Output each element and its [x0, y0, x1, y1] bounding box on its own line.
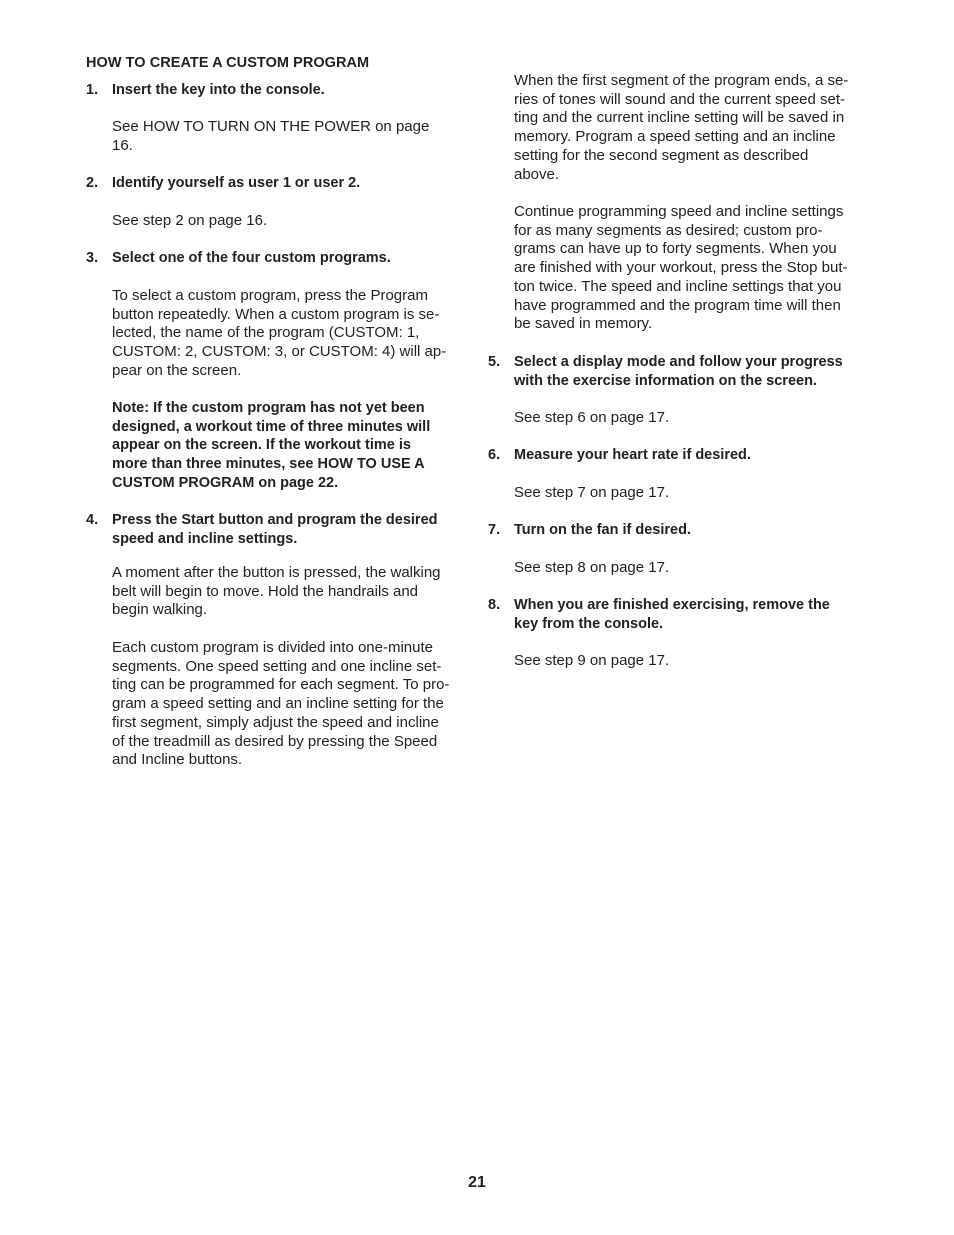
step-title-line: speed and incline settings.: [112, 531, 298, 547]
step-number: 8.: [488, 597, 501, 613]
text-line: pear on the screen.: [112, 361, 242, 379]
step-number: 5.: [488, 354, 501, 370]
step-3-heading: [86, 249, 471, 268]
step-title: Identify yourself as user 1 or user 2.: [112, 175, 361, 191]
text-line: ting and the current incline setting will be saved in: [514, 109, 845, 127]
step-title-line: key from the console.: [514, 616, 664, 632]
text-line: grams can have up to forty segments. When you: [514, 240, 837, 258]
text-line: be saved in memory.: [514, 315, 653, 333]
step-3-note: [112, 399, 430, 493]
text-line: begin walking.: [112, 601, 208, 619]
text-line: of the treadmill as desired by pressing the Speed: [112, 732, 438, 750]
page-number: 21: [468, 1174, 486, 1191]
step-title-line: Select a display mode and follow your progress: [514, 354, 843, 370]
text-line: See step 9 on page 17.: [514, 652, 670, 669]
step-1-heading: [86, 81, 471, 100]
step-number: 4.: [86, 512, 99, 528]
text-line: To select a custom program, press the Program: [112, 287, 428, 304]
text-line: for as many segments as desired; custom pro-: [514, 221, 823, 239]
text-line: belt will begin to move. Hold the handrails and: [112, 582, 419, 600]
text-line: lected, the name of the program (CUSTOM: 1,: [112, 324, 420, 342]
text-line: 16.: [112, 136, 133, 154]
text-line: Note: If the custom program has not yet been: [112, 400, 425, 416]
text-line: button repeatedly. When a custom program is se-: [112, 305, 440, 323]
step-title-line: When you are finished exercising, remove the: [514, 597, 830, 613]
step-1-paragraph: [112, 118, 429, 155]
text-line: ting can be programmed for each segment. To pro-: [112, 676, 450, 694]
text-line: above.: [514, 165, 560, 183]
step-4-paragraph-2: [112, 639, 449, 770]
text-line: See step 6 on page 17.: [514, 409, 670, 426]
text-line: See HOW TO TURN ON THE POWER on page: [112, 118, 430, 135]
text-line: appear on the screen. If the workout time is: [112, 437, 411, 454]
section-heading: HOW TO CREATE A CUSTOM PROGRAM: [86, 55, 370, 71]
step-6-paragraph: [514, 484, 669, 503]
text-line: gram a speed setting and an incline setting for the: [112, 695, 444, 713]
step-title: Select one of the four custom programs.: [112, 250, 391, 266]
text-line: CUSTOM: 2, CUSTOM: 3, or CUSTOM: 4) will ap-: [112, 343, 447, 361]
text-line: Each custom program is divided into one-minute: [112, 639, 433, 656]
step-2-paragraph: [112, 212, 267, 231]
text-line: ton twice. The speed and incline settings that you: [514, 277, 842, 295]
text-line: When the first segment of the program ends, a se-: [514, 72, 849, 89]
step-6-heading: [488, 446, 868, 465]
step-5-heading: [488, 353, 868, 391]
step-4-heading: [86, 511, 471, 549]
text-line: and Incline buttons.: [112, 751, 243, 769]
step-title: Insert the key into the console.: [112, 82, 325, 98]
text-line: memory. Program a speed setting and an incline: [514, 128, 836, 146]
step-7-paragraph: [514, 559, 669, 578]
text-line: CUSTOM PROGRAM on page 22.: [112, 474, 339, 491]
step-3-paragraph: [112, 287, 446, 381]
text-line: See step 8 on page 17.: [514, 559, 670, 576]
step-4-paragraph-4: [514, 203, 848, 334]
step-2-heading: [86, 174, 471, 193]
step-8-paragraph: [514, 652, 669, 671]
step-title-line: with the exercise information on the screen.: [514, 373, 817, 389]
step-title: Measure your heart rate if desired.: [514, 447, 751, 463]
step-number: 3.: [86, 250, 99, 266]
text-line: ries of tones will sound and the current speed set-: [514, 90, 846, 108]
step-8-heading: [488, 596, 868, 634]
text-line: A moment after the button is pressed, the walking: [112, 564, 441, 581]
text-line: Continue programming speed and incline settings: [514, 203, 844, 220]
text-line: See step 7 on page 17.: [514, 484, 670, 501]
text-line: first segment, simply adjust the speed and incline: [112, 713, 439, 731]
step-4-paragraph-3: [514, 72, 848, 184]
text-line: designed, a workout time of three minutes will: [112, 418, 431, 435]
text-line: have programmed and the program time will then: [514, 296, 841, 314]
step-number: 6.: [488, 447, 501, 463]
step-number: 7.: [488, 522, 501, 538]
text-line: are finished with your workout, press the Stop but-: [514, 259, 848, 277]
step-number: 2.: [86, 175, 99, 191]
text-line: segments. One speed setting and one incline set-: [112, 657, 442, 675]
step-7-heading: [488, 521, 868, 540]
text-line: See step 2 on page 16.: [112, 212, 268, 229]
step-title: Turn on the fan if desired.: [514, 522, 691, 538]
text-line: more than three minutes, see HOW TO USE A: [112, 456, 425, 473]
step-5-paragraph: [514, 409, 669, 428]
text-line: setting for the second segment as described: [514, 146, 809, 164]
step-number: 1.: [86, 82, 99, 98]
step-title-line: Press the Start button and program the desired: [112, 512, 438, 528]
step-4-paragraph-1: [112, 564, 441, 620]
